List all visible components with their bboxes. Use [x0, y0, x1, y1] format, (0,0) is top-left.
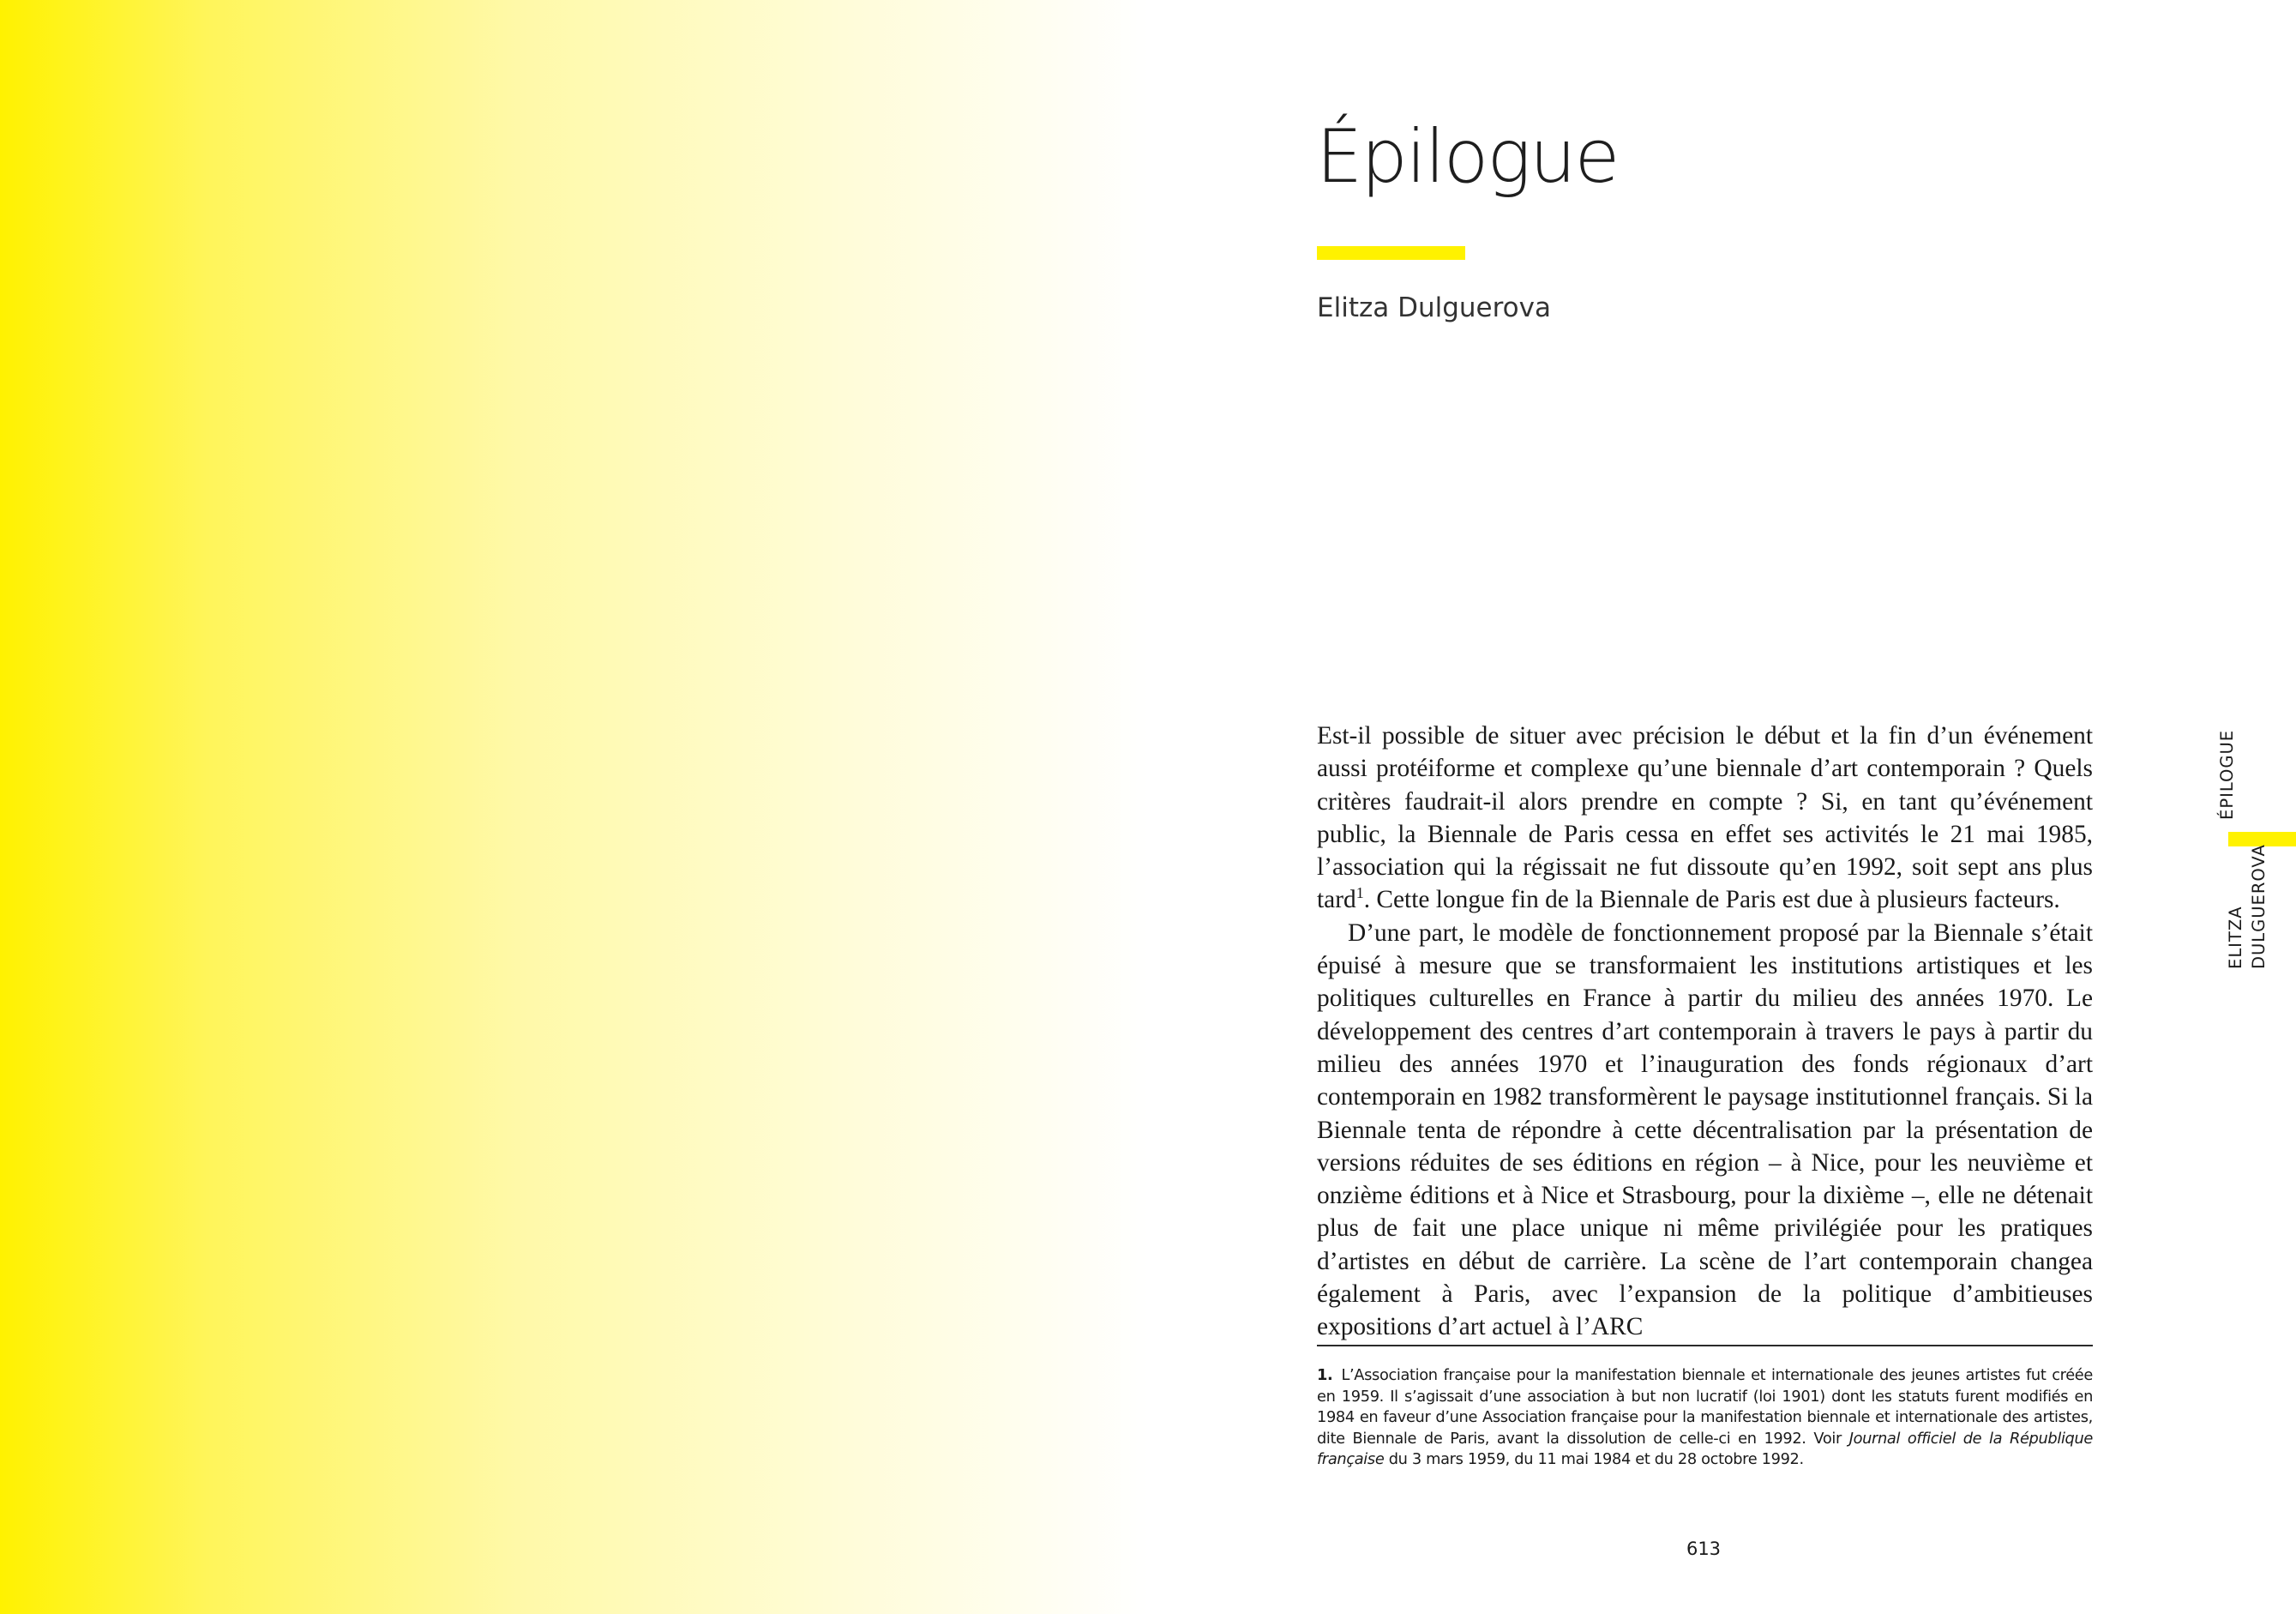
footnote-number: 1.	[1317, 1366, 1333, 1384]
title-accent-rule	[1317, 246, 1465, 260]
running-head-title: ÉPILOGUE	[2217, 729, 2237, 820]
footnote-italic-title: Journal officiel de la République française	[1317, 1429, 2093, 1468]
body-paragraph	[1317, 720, 2093, 917]
page-number: 613	[1686, 1539, 1722, 1559]
running-head-author-last: DULGUEROVA	[2249, 844, 2269, 969]
chapter-author: Elitza Dulguerova	[1317, 292, 1551, 323]
paragraph-text: Est-il possible de situer avec précision le début et la fin d’un événement aussi protéiforme et complexe qu’une biennale d’art contemporain ? Quels critères faudrait-il alors prendre en compte ? Si, en tant qu’événement public, la Biennale de Paris cessa en effet ses activités le 21 mai 1985, l’association qui la régissait ne fut dissoute qu’en 1992, soit sept ans plus tard	[1317, 722, 2093, 914]
body-text	[1317, 720, 2093, 1344]
footnote-text: L’Association française pour la manifestation biennale et internationale des jeunes artistes fut créée en 1959. Il s’agissait d’une association à but non lucratif (loi 1901) dont les statuts furent modifiés en 1984 en faveur d’une Association française pour la manifestation biennale et internationale des artistes, dite Biennale de Paris, avant la dissolution de celle-ci en 1992. Voir	[1317, 1366, 2093, 1448]
footnote	[1317, 1365, 2093, 1471]
footnote-reference[interactable]: 1	[1355, 884, 1364, 902]
footnote-text-end: du 3 mars 1959, du 11 mai 1984 et du 28 octobre 1992.	[1384, 1450, 1804, 1468]
running-head-author	[2224, 844, 2270, 969]
running-head-author-first: ELITZA	[2226, 906, 2245, 969]
paragraph-text-end: . Cette longue fin de la Biennale de Paris est due à plusieurs facteurs.	[1363, 886, 2060, 914]
body-paragraph: D’une part, le modèle de fonctionnement proposé par la Biennale s’était épuisé à mesure que se transformaient les institutions artistiques et les politiques culturelles en France à partir du milieu des années 1970. Le développement des centres d’art contemporain à travers le pays à partir du milieu des années 1970 et l’inauguration des fonds régionaux d’art contemporain en 1982 transformèrent le paysage institutionnel français. Si la Biennale tenta de répondre à cette décentralisation par la présentation de versions réduites de ses éditions en région – à Nice, pour les neuvième et onzième éditions et à Nice et Strasbourg, pour la dixième –, elle ne détenait plus de fait une place unique ni même privilégiée pour les pratiques d’artistes en début de carrière. La scène de l’art contemporain changea également à Paris, avec l’expansion de la politique d’ambitieuses expositions d’art actuel à l’ARC	[1317, 918, 2093, 1341]
footnote-separator	[1317, 1345, 2093, 1346]
chapter-title: Épilogue	[1316, 114, 1619, 200]
